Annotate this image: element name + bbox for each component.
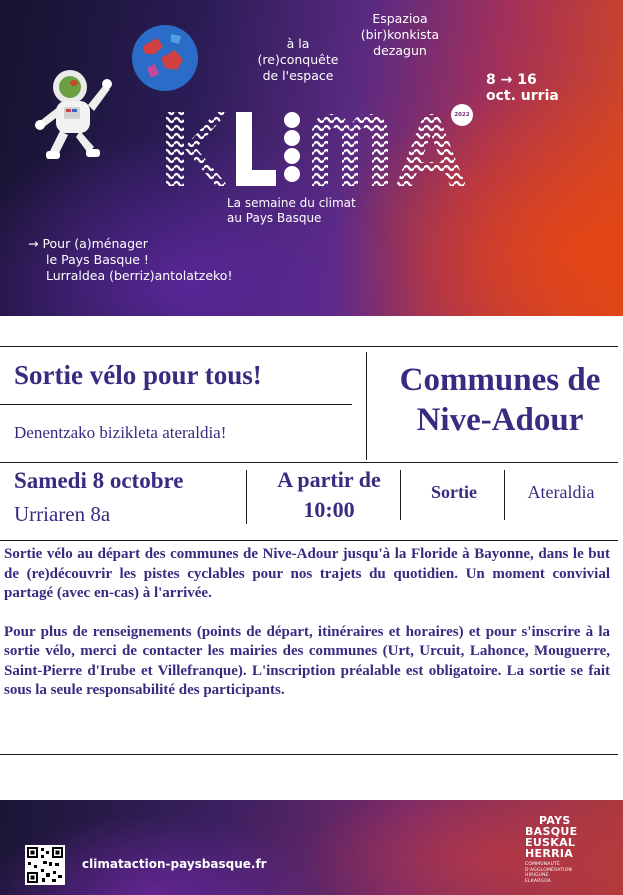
communes-line: Communes de <box>399 362 601 398</box>
divider <box>366 352 367 460</box>
event-type-eu: Ateraldia <box>527 482 595 502</box>
logo-small-line: D'AGGLOMÉRATION <box>525 867 572 873</box>
banner-subtitle <box>227 196 356 226</box>
logo-line: BASQUE <box>525 825 578 838</box>
logo-small-line: ELKARGOA <box>525 878 552 884</box>
event-description <box>4 545 610 701</box>
dates-month: oct. urria <box>486 88 559 104</box>
event-dates <box>486 72 559 104</box>
klima-logo <box>164 108 469 190</box>
logo-line: HERRIA <box>525 847 574 860</box>
logo-small-line: COMMUNAUTÉ <box>525 862 561 867</box>
amenager-line: Lurraldea (berriz)antolatzeko! <box>46 268 233 283</box>
logo-small-text <box>525 862 615 884</box>
subtitle-line: au Pays Basque <box>227 211 322 225</box>
subtitle-line: La semaine du climat <box>227 196 356 210</box>
divider <box>246 470 247 524</box>
divider <box>0 540 618 541</box>
tagline-eu: Espazioa (bir)konkista dezagun <box>360 11 440 58</box>
divider <box>0 754 618 755</box>
event-type-fr: Sortie <box>431 482 477 502</box>
footer-banner <box>0 800 623 895</box>
communes-line: Nive-Adour <box>416 402 584 438</box>
communes-title <box>380 360 620 440</box>
event-time <box>254 465 404 525</box>
amenager-text <box>28 236 232 284</box>
description-paragraph: Pour plus de renseignements (points de départ, itinéraires et horaires) et pour s'inscrire à la sortie vélo, merci de contacter les mairies des communes (Urt, Urcuit, Lahonce, Mouguerre, Saint-Pierre d'Irube et Villefranque). L'inscription préalable est obligatoire. La sortie se fait sous la seule responsabilité des participants. <box>4 623 610 698</box>
event-date-eu: Urriaren 8a <box>14 502 111 526</box>
astronaut-icon <box>30 55 120 165</box>
year-badge: 2022 <box>451 104 473 126</box>
tagline-fr: à la (re)conquête de l'espace <box>257 36 339 83</box>
amenager-line: le Pays Basque ! <box>46 252 149 267</box>
event-title: Sortie vélo pour tous! <box>14 360 262 390</box>
qr-code-icon[interactable] <box>25 845 65 885</box>
divider <box>0 404 352 405</box>
dates-range: 8 → 16 <box>486 72 537 88</box>
time-value: 10:00 <box>303 497 355 522</box>
pays-basque-logo <box>525 815 615 885</box>
description-paragraph: Sortie vélo au départ des communes de Nive-Adour jusqu'à la Floride à Bayonne, dans le but de (re)découvrir les pistes cyclables pour nos trajets du quotidien. Un moment convivial partagé (avec en-cas) à l'arrivée. <box>4 546 610 601</box>
website-link[interactable]: climataction-paysbasque.fr <box>82 857 267 871</box>
event-title-eu: Denentzako bizikleta ateraldia! <box>14 423 227 442</box>
header-banner <box>0 0 623 316</box>
logo-small-line: HIRIGUNE <box>525 873 549 878</box>
logo-line: PAYS <box>539 814 571 827</box>
planet-icon <box>131 24 199 92</box>
divider <box>0 462 618 463</box>
divider <box>0 346 618 347</box>
logo-line: EUSKAL <box>525 836 576 849</box>
time-label: A partir de <box>277 467 381 492</box>
amenager-line: → Pour (a)ménager <box>28 236 148 251</box>
event-date: Samedi 8 octobre <box>14 468 184 493</box>
